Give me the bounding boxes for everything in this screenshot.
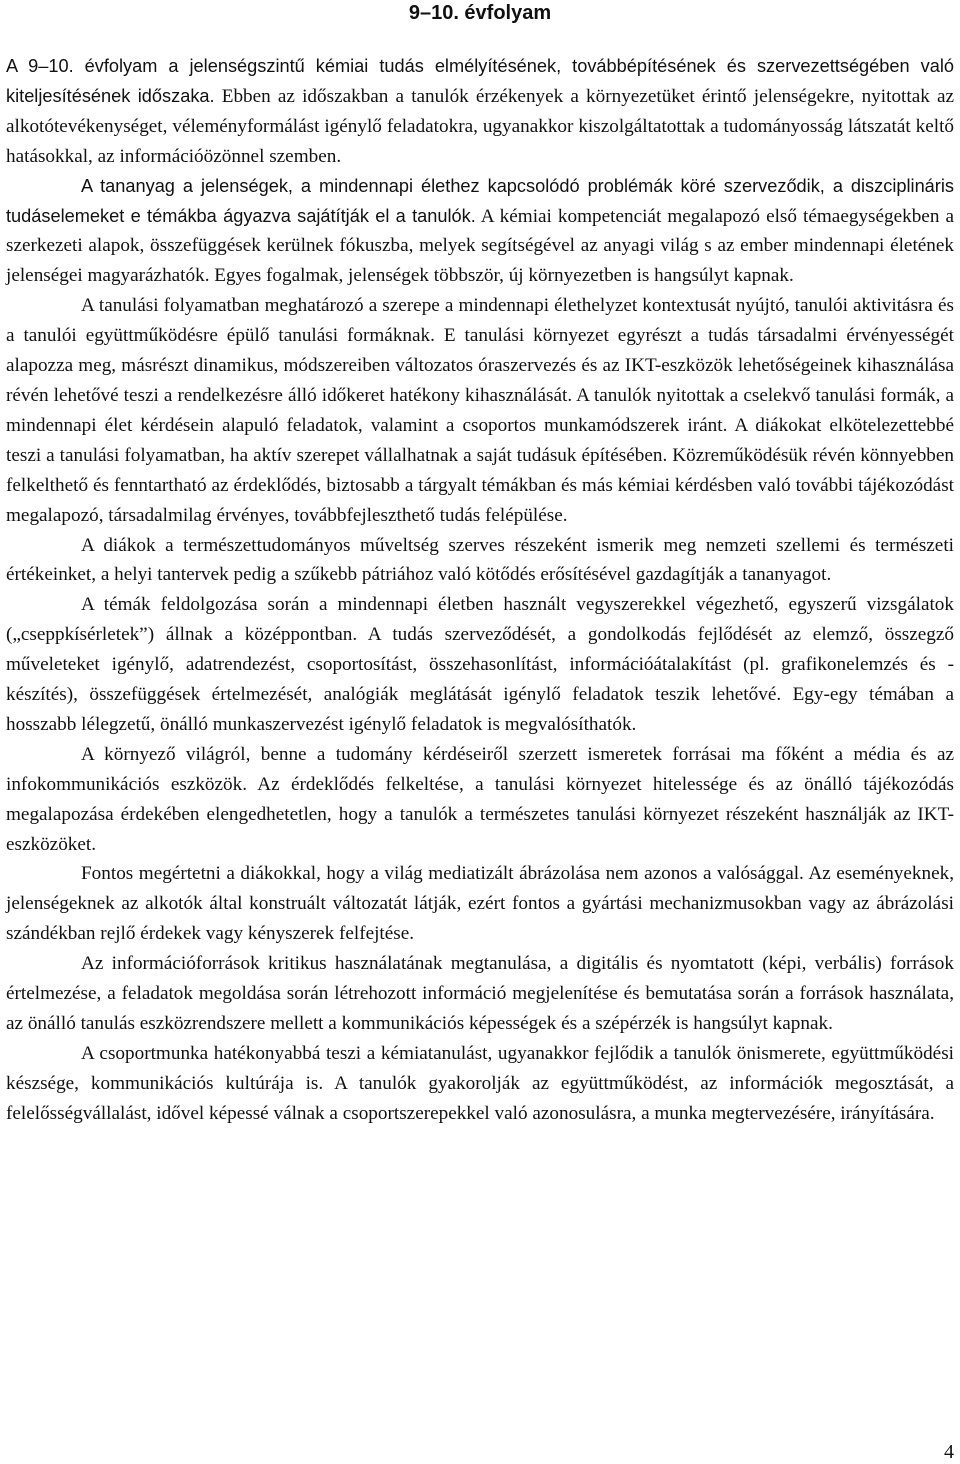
paragraph-7 [6, 859, 954, 949]
paragraph-1-part-1: A 9–10. évfolyam a jelenségszintű kémiai tudás elmélyítésének, továbbépítésének és szervezettségében való kiteljesítésének időszaka. [6, 56, 954, 106]
paragraph-4 [6, 531, 954, 591]
paragraph-9-part-1: A csoportmunka hatékonyabbá teszi a kémiatanulást, ugyanakkor fejlődik a tanulók önismerete, együttműködési készsége, kommunikációs kultúrája is. A tanulók gyakorolják az együttműködést, az információk megosztását, a felelősségvállalást, idővel képessé válnak a csoportszerepekkel való azonosulásra, a munka megtervezésére, irányítására. [6, 1042, 954, 1124]
paragraph-8-part-1: Az információforrások kritikus használatának megtanulása, a digitális és nyomtatott (képi, verbális) források értelmezése, a feladatok megoldása során létrehozott információ megjelenítése és bemutatása során a források használata, az önálló tanulás eszközrendszere mellett a kommunikációs képességek és a szépérzék is hangsúlyt kapnak. [6, 953, 954, 1034]
document-body [6, 52, 954, 1129]
paragraph-5-part-1: A témák feldolgozása során a mindennapi életben használt vegyszerekkel végezhető, egyszerű vizsgálatok („cseppkísérletek”) állnak a középpontban. A tudás szerveződését, a gondolkodás fejlődését az elemző, összegző műveleteket igénylő, adatrendezést, csoportosítást, összehasonlítást, információátalakítást (pl. grafikonelemzés és -készítés), összefüggések értelmezését, analógiák meglátását igénylő feladatok teszik lehetővé. Egy-egy témában a hosszabb lélegzetű, önálló munkaszervezést igénylő feladatok is megvalósíthatók. [6, 594, 954, 735]
paragraph-6 [6, 740, 954, 860]
paragraph-2 [6, 172, 954, 292]
paragraph-8 [6, 949, 954, 1039]
document-page [6, 0, 954, 1464]
paragraph-2-part-1: A tananyag a jelenségek, a mindennapi élethez kapcsolódó problémák köré szerveződik, a diszciplináris tudáselemeket e témákba ágyazva sajátítják el a tanulók. [6, 175, 954, 226]
paragraph-1-part-2: Ebben az időszakban a tanulók érzékenyek a környezetüket érintő jelenségekre, nyitottak az alkotótevékenységet, véleményformálást igénylő feladatokra, ugyanakkor kiszolgáltatottak a tudományosság látszatát keltő hatásokkal, az információözönnel szemben. [6, 85, 954, 167]
paragraph-1 [6, 52, 954, 172]
page-number: 4 [944, 1441, 954, 1463]
paragraph-3 [6, 291, 954, 530]
paragraph-2-part-2: A kémiai kompetenciát megalapozó első témaegységekben a szerkezeti alapok, összefüggések kerülnek fókuszba, melyek segítségével az anyagi világ s az ember mindennapi életének jelenségei magyarázhatók. Egyes fogalmak, jelenségek többször, új környezetben is hangsúlyt kapnak. [6, 205, 954, 287]
page-heading: 9–10. évfolyam [408, 2, 552, 24]
paragraph-6-part-1: A környező világról, benne a tudomány kérdéseiről szerzett ismeretek forrásai ma főként a média és az infokommunikációs eszközök. Az érdeklődés felkeltése, a tanulási környezet hitelessége és az önálló tájékozódás megalapozása érdekében elengedhetetlen, hogy a tanulók a természetes tanulási környezet részeként használják az IKT-eszközöket. [6, 743, 954, 855]
paragraph-5 [6, 590, 954, 740]
paragraph-3-part-1: A tanulási folyamatban meghatározó a szerepe a mindennapi élethelyzet kontextusát nyújtó, tanulói aktivitásra és a tanulói együttműködésre épülő tanulási formáknak. E tanulási környezet egyrészt a tudás társadalmi érvényességét alapozza meg, másrészt dinamikus, módszereiben változatos óraszervezés és az IKT-eszközök lehetőségeinek kihasználása révén lehetővé teszi a rendelkezésre álló időkeret hatékony kihasználását. A tanulók nyitottak a cselekvő tanulási formák, a mindennapi élet kérdésein alapuló feladatok, valamint a csoportos munkamódszerek iránt. A diákokat elkötelezettebbé teszi a tanulási folyamatban, ha aktív szerepet vállalhatnak a saját tudásuk építésében. Közreműködésük révén könnyebben felkelthető és fenntartható az érdeklődés, biztosabb a tárgyalt témákban és más kémiai kérdésben való további tájékozódást megalapozó, társadalmilag érvényes, továbbfejleszthető tudás felépülése. [6, 295, 954, 526]
paragraph-9 [6, 1039, 954, 1129]
paragraph-7-part-1: Fontos megértetni a diákokkal, hogy a világ mediatizált ábrázolása nem azonos a valósággal. Az eseményeknek, jelenségeknek az alkotók által konstruált változatát látják, ezért fontos a gyártási mechanizmusokban vagy az ábrázolási szándékban rejlő érdekek vagy kényszerek felfejtése. [6, 863, 954, 945]
paragraph-4-part-1: A diákok a természettudományos műveltség szerves részeként ismerik meg nemzeti szellemi és természeti értékeinket, a helyi tantervek pedig a szűkebb pátriához való kötődés erősítésével gazdagítják a tananyagot. [6, 534, 954, 586]
